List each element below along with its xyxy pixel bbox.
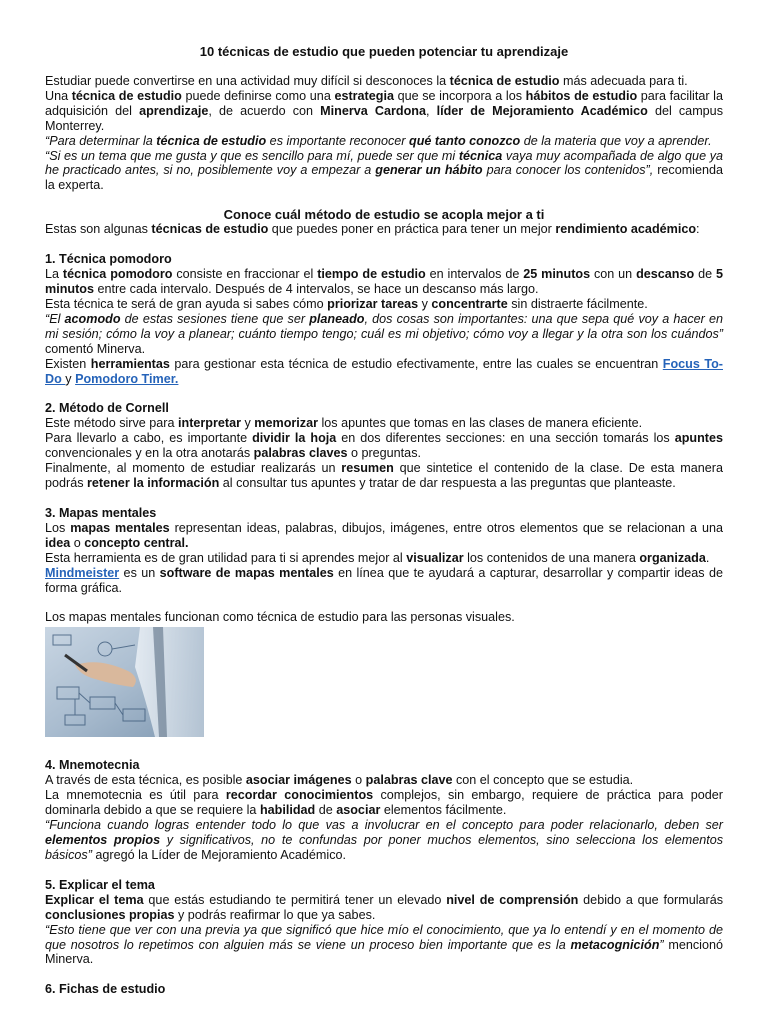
italic-text: “Si es un tema que me gusta y que es sencillo para mí, puede ser que mi [45,148,459,163]
intro-block [45,74,723,193]
text-run: en línea que te ayudará a capturar, desarrollar y compartir ideas de forma gráfica. [45,565,723,595]
bold-text: líder de Mejoramiento Académico [436,103,648,118]
bold-italic-text: acomodo [64,311,121,326]
text-run: de [694,267,716,282]
bold-italic-text: técnica de estudio [156,133,267,148]
bold-text: habilidad [259,803,316,818]
paragraph [45,431,723,461]
italic-text: y significativos, no te confundas por poner muchos elementos, sino selecciona los elementos básicos” [45,833,724,862]
italic-text: “Esto tiene que ver con una previa ya que significó que hice mío el conocimiento, que ya lo entendí y en el momento de que nosotros lo repetimos con alguien más se viene un proceso bien importante que es la [45,922,723,952]
bold-text: asociar imágenes [245,773,352,788]
text-run: para gestionar esta técnica de estudio efectivamente, entre las cuales se encuentran [169,356,663,371]
text-run: en intervalos de [425,267,524,282]
paragraph [45,610,723,625]
bold-text: herramientas [90,356,170,371]
study-photo [45,627,204,737]
text-run: A través de esta técnica, es posible [45,773,246,788]
text-run: Para llevarlo a cabo, es importante [45,431,253,446]
bold-text: hábitos de estudio [525,88,638,103]
section-gap [45,863,723,878]
paragraph [45,788,723,818]
text-run: Existen [45,356,91,371]
bold-italic-text: qué tanto conozco [409,133,521,148]
text-run: Una [45,88,72,103]
bold-text: tiempo de estudio [317,267,426,282]
text-run: y podrás reafirmar lo que ya sabes. [174,907,376,922]
paragraph [45,566,723,596]
italic-text: es importante reconocer [266,133,409,148]
paragraph [45,357,723,387]
bold-text: priorizar tareas [327,296,419,311]
text-run: más adecuada para ti. [559,74,688,88]
bold-italic-text: planeado [309,311,365,326]
text-run: que estás estudiando te permitirá tener un elevado [143,892,447,907]
paragraph [45,818,723,863]
paragraph [45,297,723,312]
bold-text: Minerva Cardona [320,103,426,118]
document-title: 10 técnicas de estudio que pueden potenciar tu aprendizaje [199,44,569,59]
paragraph [45,74,723,89]
text-run: de [315,803,337,818]
italic-text: “Para determinar la [45,133,157,148]
text-run: puede definirse como una [181,88,335,103]
text-run: Finalmente, al momento de estudiar realizarás un [45,461,342,476]
text-run: : [696,222,700,237]
bold-text: visualizar [406,550,464,565]
bold-italic-text: elementos propios [45,833,161,847]
text-run: elementos fácilmente. [380,803,507,818]
bold-text: software de mapas mentales [159,565,334,580]
section-heading: 2. Método de Cornell [45,401,169,416]
paragraph [45,134,723,149]
bold-text: asociar [336,803,381,818]
section-heading: 5. Explicar el tema [45,877,155,892]
text-run: , [425,103,437,118]
bold-text: Explicar el tema [45,892,144,907]
bold-text: resumen [341,461,394,476]
section-gap [45,491,723,506]
bold-text: técnica de estudio [449,74,560,88]
lead-paragraph [45,222,723,237]
text-run: sin distraerte fácilmente. [507,296,648,311]
bold-text: palabras clave [365,773,453,788]
text-run: en dos diferentes secciones: en una sección tomarás los [336,431,675,446]
text-run: debido a que formularás [578,892,724,907]
text-run: Estudiar puede convertirse en una actividad muy difícil si desconoces la [45,74,450,88]
inline-link[interactable]: Mindmeister [45,565,120,580]
bold-text: descanso [636,267,695,282]
italic-text: de estas sesiones tiene que ser [120,311,310,326]
bold-text: interpretar [178,416,241,431]
text-run: Este método sirve para [45,416,178,431]
text-run: recomienda la experta. [45,163,723,193]
bold-text: organizada [639,550,706,565]
text-run: para facilitar la adquisición del [45,88,723,118]
paragraph [45,267,723,297]
bold-text: conclusiones propias [45,907,175,922]
italic-text: ” [659,937,664,952]
inline-link[interactable]: Pomodoro Timer. [75,371,179,386]
italic-text: de la materia que voy a aprender. [520,133,712,148]
section-heading: 4. Mnemotecnia [45,758,140,773]
paragraph [45,149,723,194]
bold-text: apuntes [674,431,723,446]
text-run: La mnemotecnia es útil para [45,788,226,803]
bold-text: retener la información [87,476,220,491]
sections-container [45,237,723,997]
bold-text: palabras claves [253,446,348,461]
text-run: consiste en fraccionar el [172,267,318,282]
text-run: complejos, sin embargo, requiere de práctica para poder dominarla debido a que se requiere la [45,788,723,818]
paragraph [45,416,723,431]
text-run: es un [119,565,160,580]
text-run: representan ideas, palabras, dibujos, imágenes, entre otros elementos que se relacionan a una [169,520,723,535]
text-run: los contenidos de una manera [463,550,640,565]
text-run: que puedes poner en práctica para tener un mejor [268,222,556,237]
section-subtitle: Conoce cuál método de estudio se acopla mejor a ti [223,207,545,223]
text-run: , de acuerdo con [208,103,321,118]
text-run: convencionales y en la otra anotarás [45,446,254,461]
paragraph [45,551,723,566]
text-run: con el concepto que se estudia. [452,773,634,788]
bold-text: 25 minutos [523,267,591,282]
bold-text: mapas mentales [70,520,170,535]
bold-text: concepto central. [84,535,189,550]
bold-text: recordar conocimientos [225,788,374,803]
text-run: y [241,416,255,431]
text-run: Esta técnica te será de gran ayuda si sabes cómo [45,296,328,311]
text-run: o preguntas. [347,446,421,461]
text-run: mencionó Minerva. [45,937,723,967]
italic-text: para conocer los contenidos”, [482,163,654,178]
paragraph [45,521,723,551]
inline-link[interactable]: Focus To-Do [45,356,723,386]
bold-text: técnica de estudio [71,88,182,103]
italic-text: “Funciona cuando logras entender todo lo que vas a involucrar en el concepto para poder relacionarlo, deben ser [45,818,723,833]
bold-text: aprendizaje [139,103,209,118]
section-gap [45,967,723,982]
text-run: Estas son algunas [45,222,152,237]
italic-text: “El [45,311,65,326]
bold-italic-text: metacognición [570,937,660,952]
text-run: . [705,550,710,565]
text-run: del campus Monterrey. [45,103,723,133]
text-run: y [418,296,432,311]
section-gap [45,743,723,758]
text-run: y [65,371,76,386]
paragraph [45,89,723,134]
text-run: con un [590,267,637,282]
text-run: agregó la Líder de Mejoramiento Académico. [91,847,347,862]
bold-text: técnicas de estudio [151,222,269,237]
bold-text: técnica pomodoro [62,267,173,282]
paragraph [45,893,723,923]
text-run: Los mapas mentales funcionan como técnica de estudio para las personas visuales. [45,610,515,625]
text-run: Los [45,520,71,535]
bold-text: idea [45,535,71,550]
bold-text: nivel de comprensión [446,892,579,907]
text-run: La [45,267,63,282]
text-run: o [70,535,85,550]
text-run: o [351,773,366,788]
paragraph [45,312,723,357]
italic-text: vaya muy acompañada de algo que ya he practicado antes, si no, posiblemente voy a empezar a [45,148,723,178]
text-run: comentó Minerva. [45,341,146,356]
text-run: Esta herramienta es de gran utilidad para ti si aprendes mejor al [45,550,407,565]
text-run: que sintetice el contenido de la clase. De esta manera podrás [45,461,723,491]
bold-text: rendimiento académico [555,222,697,237]
section-gap [45,237,723,252]
section-heading: 6. Fichas de estudio [45,982,166,997]
section-heading: 3. Mapas mentales [45,505,157,520]
paragraph [45,923,723,968]
bold-text: concentrarte [431,296,508,311]
bold-italic-text: generar un hábito [375,163,483,178]
image-wrapper [45,627,723,737]
bold-text: dividir la hoja [252,431,337,446]
bold-text: 5 minutos [45,267,723,297]
section-gap [45,386,723,401]
paragraph [45,773,723,788]
bold-text: memorizar [254,416,318,431]
text-run: los apuntes que tomas en las clases de manera eficiente. [318,416,643,431]
section-heading: 1. Técnica pomodoro [45,252,172,267]
paragraph [45,461,723,491]
text-run: al consultar tus apuntes y tratar de dar respuesta a las preguntas que planteaste. [219,476,676,491]
text-run: que se incorpora a los [393,88,526,103]
bold-italic-text: técnica [458,148,503,163]
text-run: entre cada intervalo. Después de 4 intervalos, se hace un descanso más largo. [93,282,539,297]
bold-text: estrategia [334,88,394,103]
paragraph-gap [45,595,723,610]
italic-text: , dos cosas son importantes: una que sepa qué voy a hacer en mi sesión; cómo la voy a planear; cuánto tiempo tengo; cuál es mi objetivo; cómo voy a llegar y la otra son los cuándos” [45,311,724,341]
